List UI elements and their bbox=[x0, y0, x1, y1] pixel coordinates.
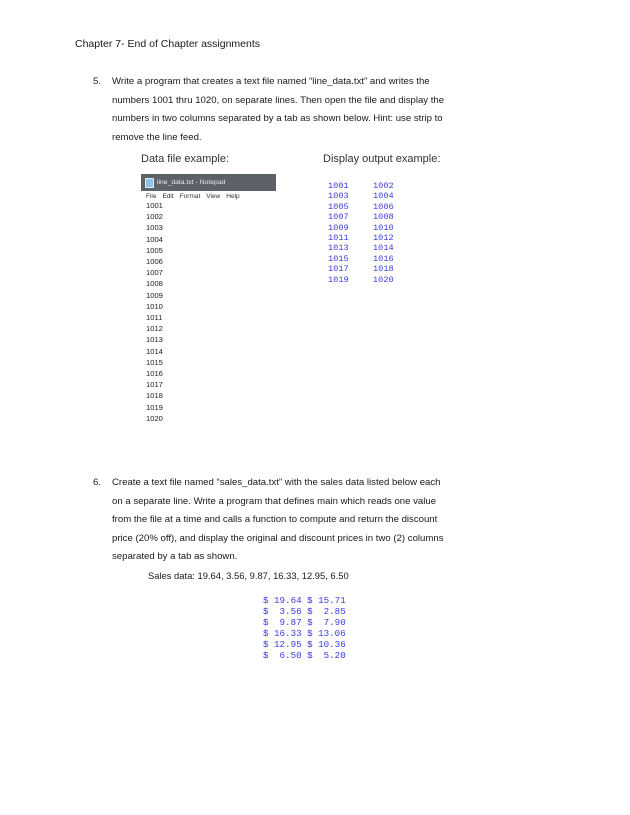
notepad-line: 1018 bbox=[146, 391, 163, 401]
display-output-value: 1012 bbox=[373, 233, 394, 244]
price-row: $ 12.95 $ 10.36 bbox=[263, 638, 346, 650]
data-file-label: Data file example: bbox=[141, 153, 230, 165]
price-row: $ 19.64 $ 15.71 bbox=[263, 595, 346, 606]
display-output-row bbox=[328, 191, 418, 201]
display-output-value: 1003 bbox=[328, 191, 349, 202]
notepad-line: 1013 bbox=[146, 335, 163, 345]
display-output-value: 1020 bbox=[373, 274, 394, 285]
display-output-value: 1011 bbox=[328, 233, 349, 244]
display-output-row bbox=[328, 202, 418, 212]
display-output-value: 1008 bbox=[373, 212, 394, 223]
notepad-menu-item[interactable]: File bbox=[146, 193, 157, 200]
notepad-line: 1009 bbox=[146, 290, 163, 300]
price-row: $ 16.33 $ 13.06 bbox=[263, 627, 346, 639]
display-output-value: 1001 bbox=[328, 181, 349, 191]
question-5 bbox=[93, 73, 493, 147]
notepad-line: 1003 bbox=[146, 223, 163, 233]
notepad-line: 1004 bbox=[146, 234, 163, 244]
notepad-menu-item[interactable]: View bbox=[206, 193, 221, 200]
notepad-line: 1014 bbox=[146, 346, 163, 356]
notepad-window bbox=[141, 174, 276, 436]
question-6-line: Create a text file named “sales_data.txt” with the sales data listed below each bbox=[112, 477, 441, 488]
notepad-line: 1010 bbox=[146, 301, 163, 311]
display-output-value: 1004 bbox=[373, 191, 394, 202]
question-5-line: remove the line feed. bbox=[112, 131, 202, 143]
display-output-row bbox=[328, 264, 418, 274]
question-6-line: price (20% off), and display the original and discount prices in two (2) columns bbox=[112, 532, 444, 544]
notepad-line: 1002 bbox=[146, 212, 163, 222]
display-output-value: 1014 bbox=[373, 243, 394, 254]
display-output-row bbox=[328, 254, 418, 264]
price-row: $ 6.50 $ 5.20 bbox=[263, 649, 346, 661]
notepad-title-bar bbox=[141, 174, 276, 191]
notepad-menu-item[interactable]: Format bbox=[179, 193, 201, 200]
notepad-line: 1011 bbox=[146, 313, 163, 323]
display-output-value: 1013 bbox=[328, 243, 349, 254]
notepad-line: 1012 bbox=[146, 324, 163, 334]
price-output bbox=[263, 596, 346, 661]
display-output-row bbox=[328, 233, 418, 243]
display-output-value: 1009 bbox=[328, 222, 349, 233]
question-5-line: numbers in two columns separated by a tab as shown below. Hint: use strip to bbox=[112, 113, 443, 124]
question-6-line: from the file at a time and calls a function to compute and return the discount bbox=[112, 514, 438, 525]
notepad-line: 1015 bbox=[146, 357, 163, 367]
question-6-text bbox=[112, 474, 493, 567]
display-output-value: 1005 bbox=[328, 201, 349, 212]
notepad-content bbox=[141, 200, 276, 424]
display-output bbox=[328, 181, 418, 285]
question-5-number: 5. bbox=[93, 76, 102, 87]
display-output-label: Display output example: bbox=[323, 153, 441, 165]
display-output-value: 1016 bbox=[373, 253, 394, 264]
display-output-row bbox=[328, 275, 418, 285]
notepad-menu-item[interactable]: Edit bbox=[162, 193, 174, 200]
notepad-menu-item[interactable]: Help bbox=[226, 193, 240, 200]
question-6-number: 6. bbox=[93, 477, 102, 488]
display-output-value: 1007 bbox=[328, 212, 349, 223]
display-output-value: 1018 bbox=[373, 264, 394, 275]
display-output-row bbox=[328, 223, 418, 233]
sales-data-line: Sales data: 19.64, 3.56, 9.87, 16.33, 12.95, 6.50 bbox=[148, 570, 349, 581]
price-row: $ 9.87 $ 7.90 bbox=[263, 616, 346, 628]
page-header: Chapter 7- End of Chapter assignments bbox=[75, 38, 261, 50]
notepad-line: 1016 bbox=[146, 369, 163, 379]
notepad-line: 1020 bbox=[146, 413, 163, 423]
notepad-line: 1019 bbox=[146, 402, 163, 412]
display-output-value: 1002 bbox=[373, 181, 394, 191]
question-5-text bbox=[112, 73, 493, 147]
price-row: $ 3.56 $ 2.85 bbox=[263, 605, 346, 617]
display-output-value: 1015 bbox=[328, 253, 349, 264]
notepad-line: 1005 bbox=[146, 245, 163, 255]
notepad-line: 1017 bbox=[146, 380, 163, 390]
display-output-row bbox=[328, 181, 418, 191]
notepad-icon bbox=[145, 178, 154, 188]
display-output-value: 1010 bbox=[373, 222, 394, 233]
notepad-line: 1006 bbox=[146, 257, 163, 267]
notepad-line: 1008 bbox=[146, 279, 163, 289]
notepad-line: 1007 bbox=[146, 268, 163, 278]
display-output-value: 1019 bbox=[328, 274, 349, 285]
display-output-value: 1006 bbox=[373, 201, 394, 212]
display-output-value: 1017 bbox=[328, 264, 349, 275]
display-output-row bbox=[328, 212, 418, 222]
question-5-line: numbers 1001 thru 1020, on separate lines. Then open the file and display the bbox=[112, 94, 445, 106]
notepad-title: line_data.txt - Notepad bbox=[157, 179, 226, 186]
question-6 bbox=[93, 474, 493, 567]
question-6-line: separated by a tab as shown. bbox=[112, 551, 238, 562]
notepad-line: 1001 bbox=[146, 201, 163, 210]
question-6-line: on a separate line. Write a program that defines main which reads one value bbox=[112, 495, 437, 507]
notepad-menu-bar bbox=[141, 191, 276, 200]
display-output-row bbox=[328, 243, 418, 253]
question-5-line: Write a program that creates a text file named “line_data.txt” and writes the bbox=[112, 76, 430, 87]
